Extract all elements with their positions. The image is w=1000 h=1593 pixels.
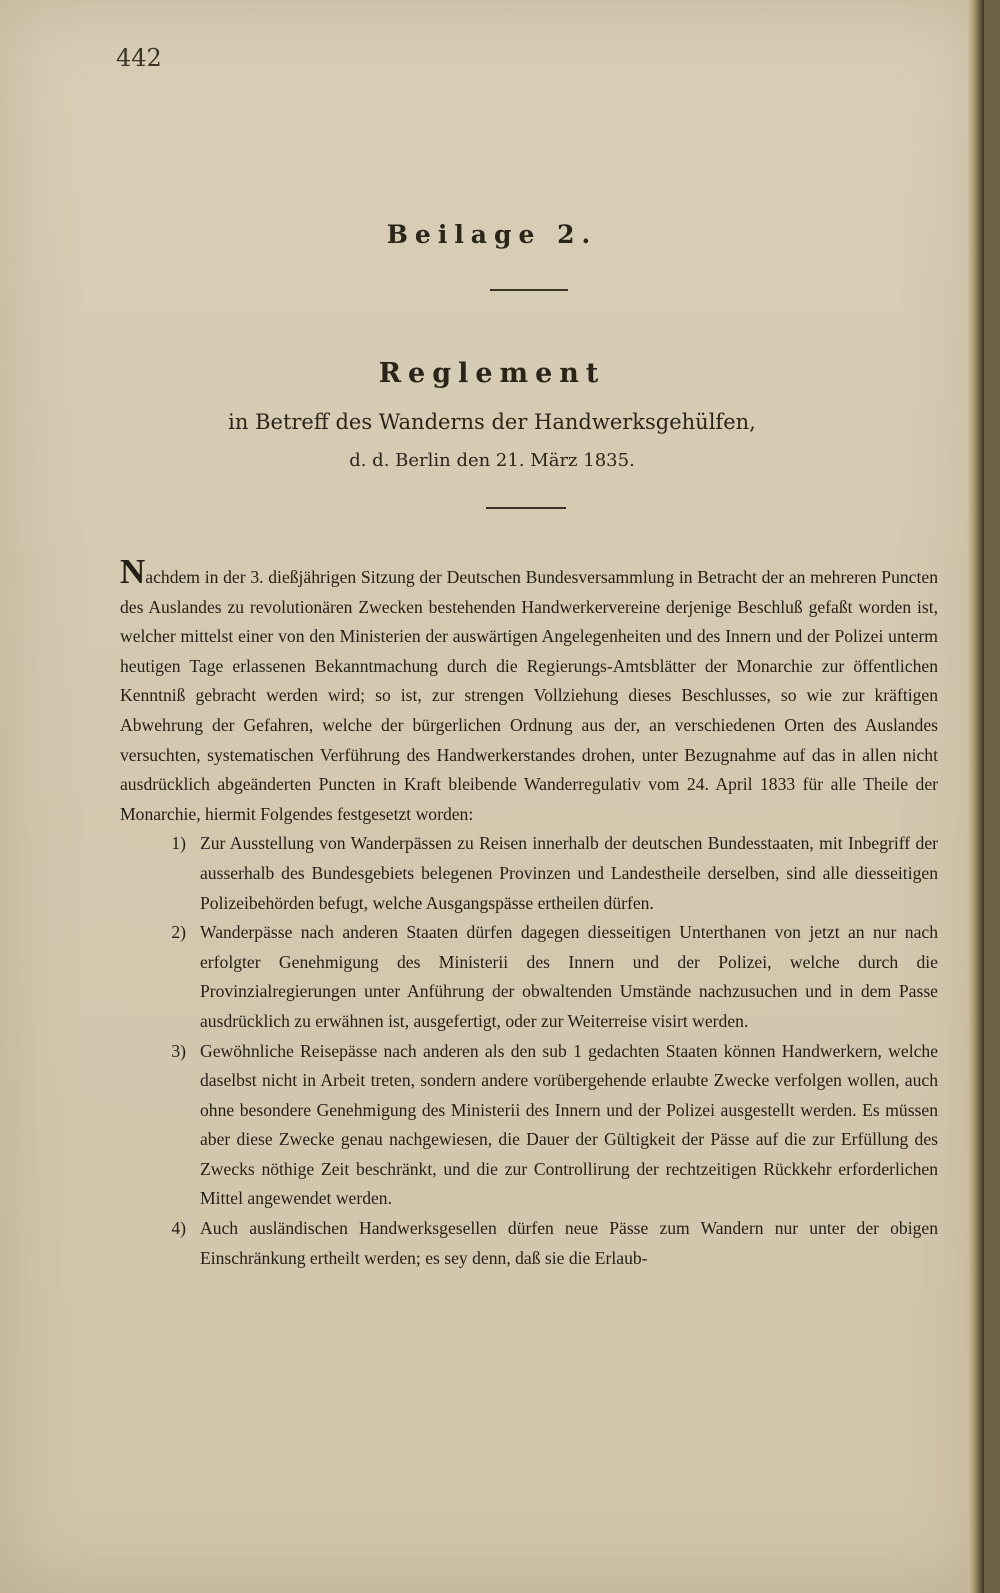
item-number: 3) (171, 1040, 186, 1061)
intro-text: achdem in der 3. dießjährigen Sitzung der Deutschen Bundesversammlung in Betracht der an mehreren Puncten des Auslandes zu revolutionären Zwecken bestehenden Handwerkervereine derjenige Beschluß gefaßt worden ist, welcher mittelst einer von den Ministerien der auswärtigen Angelegenheiten und des Innern und der Polizei unterm heutigen Tage erlassenen Bekanntmachung durch die Regierungs-Amtsblätter der Monarchie zur öffentlichen Kenntniß gebracht werden wird; so ist, zur strengen Vollziehung dieses Beschlusses, so wie zur kräftigen Abwehrung der Gefahren, welche der bürgerlichen Ordnung aus der, an verschiedenen Orten des Auslandes versuchten, systematischen Verführung des Handwerkerstandes drohen, unter Bezugnahme auf das in allen nicht ausdrücklich abgeänderten Puncten in Kraft bleibende Wanderregulativ vom 24. April 1833 für alle Theile der Monarchie, hiermit Folgendes festgesetzt worden: (120, 567, 938, 824)
list-item (120, 918, 938, 1036)
list-item (120, 1214, 938, 1273)
document-subtitle: in Betreff des Wanderns der Handwerksgehülfen, (228, 410, 756, 434)
list-item (120, 829, 938, 918)
page-number: 442 (116, 44, 162, 72)
drop-cap: N (120, 552, 146, 591)
item-text: Gewöhnliche Reisepässe nach anderen als den sub 1 gedachten Staaten können Handwerkern, welche daselbst nicht in Arbeit treten, sondern andere vorübergehende erlaubte Zwecke verfolgen wollen, auch ohne besondere Genehmigung des Ministerii des Innern und der Polizei ausgestellt werden. Es müssen aber diese Zwecke genau nachgewiesen, die Dauer der Gültigkeit der Pässe auf die zur Erfüllung des Zwecks nöthige Zeit beschränkt, und die zur Controllirung der rechtzeitigen Rückkehr erforderlichen Mittel angewendet werden. (200, 1040, 938, 1209)
divider-rule (486, 507, 566, 509)
appendix-heading: Beilage 2. (386, 220, 598, 249)
document-date: d. d. Berlin den 21. März 1835. (349, 450, 635, 471)
divider-rule (490, 289, 568, 291)
intro-paragraph (120, 552, 938, 829)
regulation-list (120, 829, 938, 1273)
item-number: 4) (171, 1218, 186, 1239)
document-title: Reglement (378, 358, 606, 389)
item-number: 2) (171, 922, 186, 943)
list-item (120, 1037, 938, 1215)
item-number: 1) (171, 833, 186, 854)
item-text: Wanderpässe nach anderen Staaten dürfen dagegen diesseitigen Unterthanen von jetzt an nur nach erfolgter Genehmigung des Ministerii des Innern und der Polizei, welche durch die Provinzialregierungen unter Anführung der obwaltenden Umstände nachzusuchen und in dem Passe ausdrücklich zu erwähnen ist, ausgefertigt, oder zur Weiterreise visirt werden. (200, 922, 938, 1031)
item-text: Zur Ausstellung von Wanderpässen zu Reisen innerhalb der deutschen Bundesstaaten, mit Inbegriff der ausserhalb des Bundesgebiets belegenen Provinzen und Landestheile derselben, sind alle diesseitigen Polizeibehörden befugt, welche Ausgangspässe ertheilen dürfen. (200, 833, 938, 913)
document-body (120, 552, 938, 1273)
item-text: Auch ausländischen Handwerksgesellen dürfen neue Pässe zum Wandern nur unter der obigen Einschränkung ertheilt werden; es sey denn, daß sie die Erlaub- (200, 1218, 938, 1268)
